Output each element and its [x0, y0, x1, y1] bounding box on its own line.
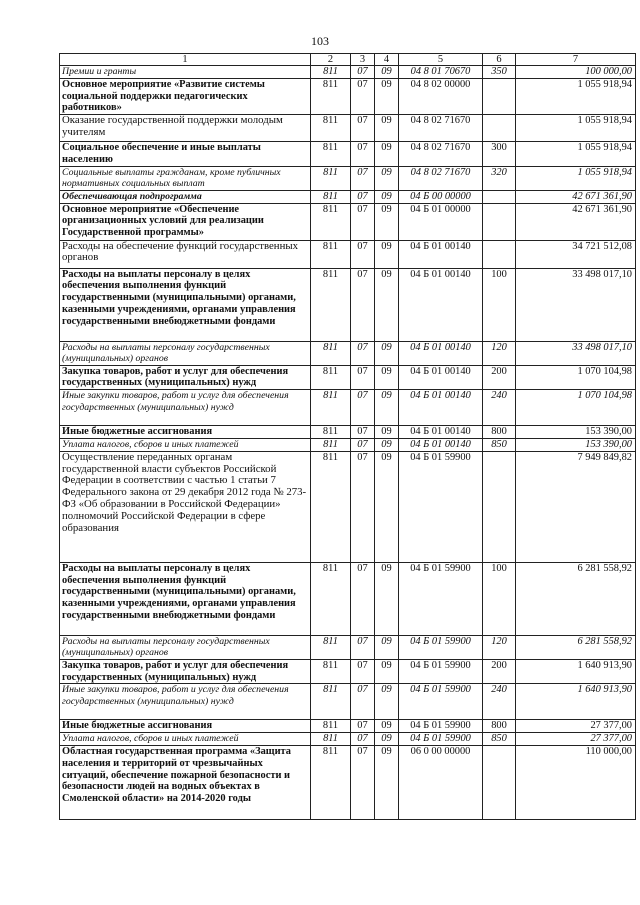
- section-code-cell: 07: [351, 268, 375, 341]
- section-code-cell: 07: [351, 635, 375, 659]
- subsection-code-cell: 09: [375, 142, 399, 167]
- page-number: 103: [311, 34, 329, 48]
- amount-cell: 1 070 104,98: [516, 365, 636, 390]
- section-code-cell: 07: [351, 733, 375, 746]
- ministry-code-cell: 811: [311, 203, 351, 240]
- table-row: [60, 745, 636, 819]
- ministry-code-cell: 811: [311, 66, 351, 79]
- amount-cell: 1 055 918,94: [516, 166, 636, 190]
- table-row: [60, 426, 636, 439]
- target-article-cell: 04 Б 01 00000: [399, 203, 483, 240]
- target-article-cell: 06 0 00 00000: [399, 745, 483, 819]
- section-code-cell: 07: [351, 203, 375, 240]
- row-name-cell: Иные закупки товаров, работ и услуг для обеспечения государственных (муниципальных) нужд: [60, 684, 311, 720]
- expense-type-cell: 100: [483, 562, 516, 635]
- header-cell: 5: [399, 54, 483, 66]
- ministry-code-cell: 811: [311, 720, 351, 733]
- amount-cell: 1 640 913,90: [516, 684, 636, 720]
- subsection-code-cell: 09: [375, 190, 399, 203]
- header-cell: 2: [311, 54, 351, 66]
- amount-cell: 1 070 104,98: [516, 390, 636, 426]
- subsection-code-cell: 09: [375, 635, 399, 659]
- row-name-cell: Премии и гранты: [60, 66, 311, 79]
- expense-type-cell: [483, 203, 516, 240]
- target-article-cell: 04 Б 01 00140: [399, 341, 483, 365]
- row-name-cell: Оказание государственной поддержки молодым учителям: [60, 115, 311, 142]
- ministry-code-cell: 811: [311, 166, 351, 190]
- table-row: [60, 562, 636, 635]
- amount-cell: 33 498 017,10: [516, 268, 636, 341]
- table-row: [60, 365, 636, 390]
- expense-type-cell: [483, 745, 516, 819]
- header-cell: 3: [351, 54, 375, 66]
- section-code-cell: 07: [351, 66, 375, 79]
- subsection-code-cell: 09: [375, 78, 399, 114]
- ministry-code-cell: 811: [311, 635, 351, 659]
- table-row: [60, 115, 636, 142]
- expense-type-cell: 200: [483, 659, 516, 684]
- expense-type-cell: [483, 78, 516, 114]
- row-name-cell: Расходы на обеспечение функций государственных органов: [60, 240, 311, 268]
- row-name-cell: Иные закупки товаров, работ и услуг для обеспечения государственных (муниципальных) нужд: [60, 390, 311, 426]
- subsection-code-cell: 09: [375, 268, 399, 341]
- ministry-code-cell: 811: [311, 240, 351, 268]
- row-name-cell: Иные бюджетные ассигнования: [60, 426, 311, 439]
- row-name-cell: Осуществление переданных органам государственной власти субъектов Российской Федерации в соответствии с частью 1 статьи 7 Федерального закона от 29 декабря 2012 года № 273-ФЗ «Об образовании в Российской Федерации» полномочий Российской Федерации в сфере образования: [60, 451, 311, 562]
- expense-type-cell: 850: [483, 438, 516, 451]
- ministry-code-cell: 811: [311, 659, 351, 684]
- ministry-code-cell: 811: [311, 438, 351, 451]
- ministry-code-cell: 811: [311, 745, 351, 819]
- amount-cell: 42 671 361,90: [516, 203, 636, 240]
- table-row: [60, 142, 636, 167]
- table-row: [60, 341, 636, 365]
- expense-type-cell: [483, 115, 516, 142]
- target-article-cell: 04 8 02 00000: [399, 78, 483, 114]
- section-code-cell: 07: [351, 115, 375, 142]
- target-article-cell: 04 Б 01 00140: [399, 268, 483, 341]
- row-name-cell: Областная государственная программа «Защита населения и территорий от чрезвычайных ситуаций, обеспечение пожарной безопасности и безопасности людей на водных объектах в Смоленской области» на 2014-2020 годы: [60, 745, 311, 819]
- subsection-code-cell: 09: [375, 365, 399, 390]
- section-code-cell: 07: [351, 451, 375, 562]
- table-row: [60, 438, 636, 451]
- expense-type-cell: 240: [483, 684, 516, 720]
- subsection-code-cell: 09: [375, 341, 399, 365]
- expense-type-cell: 120: [483, 635, 516, 659]
- subsection-code-cell: 09: [375, 745, 399, 819]
- expense-type-cell: 800: [483, 720, 516, 733]
- table-row: [60, 390, 636, 426]
- target-article-cell: 04 Б 00 00000: [399, 190, 483, 203]
- subsection-code-cell: 09: [375, 426, 399, 439]
- expense-type-cell: 300: [483, 142, 516, 167]
- subsection-code-cell: 09: [375, 240, 399, 268]
- target-article-cell: 04 Б 01 00140: [399, 390, 483, 426]
- table-row: [60, 451, 636, 562]
- row-name-cell: Расходы на выплаты персоналу государственных (муниципальных) органов: [60, 635, 311, 659]
- subsection-code-cell: 09: [375, 166, 399, 190]
- section-code-cell: 07: [351, 426, 375, 439]
- subsection-code-cell: 09: [375, 720, 399, 733]
- section-code-cell: 07: [351, 438, 375, 451]
- section-code-cell: 07: [351, 390, 375, 426]
- amount-cell: 42 671 361,90: [516, 190, 636, 203]
- amount-cell: 153 390,00: [516, 426, 636, 439]
- header-cell: 1: [60, 54, 311, 66]
- row-name-cell: Расходы на выплаты персоналу в целях обеспечения выполнения функций государственными (муниципальными) органами, казенными учреждениями, органами управления государственными внебюджетными фондами: [60, 562, 311, 635]
- target-article-cell: 04 Б 01 59900: [399, 451, 483, 562]
- table-row: [60, 635, 636, 659]
- target-article-cell: 04 Б 01 00140: [399, 426, 483, 439]
- expense-type-cell: 320: [483, 166, 516, 190]
- ministry-code-cell: 811: [311, 451, 351, 562]
- target-article-cell: 04 Б 01 59900: [399, 562, 483, 635]
- amount-cell: 110 000,00: [516, 745, 636, 819]
- table-row: [60, 720, 636, 733]
- ministry-code-cell: 811: [311, 78, 351, 114]
- row-name-cell: Расходы на выплаты персоналу государственных (муниципальных) органов: [60, 341, 311, 365]
- amount-cell: 1 055 918,94: [516, 78, 636, 114]
- row-name-cell: Расходы на выплаты персоналу в целях обеспечения выполнения функций государственными (муниципальными) органами, казенными учреждениями, органами управления государственными внебюджетными фондами: [60, 268, 311, 341]
- target-article-cell: 04 Б 01 59900: [399, 733, 483, 746]
- row-name-cell: Закупка товаров, работ и услуг для обеспечения государственных (муниципальных) нужд: [60, 365, 311, 390]
- row-name-cell: Основное мероприятие «Развитие системы социальной поддержки педагогических работников»: [60, 78, 311, 114]
- expense-type-cell: 800: [483, 426, 516, 439]
- header-row: [60, 54, 636, 66]
- row-name-cell: Основное мероприятие «Обеспечение организационных условий для реализации Государственной программы»: [60, 203, 311, 240]
- ministry-code-cell: 811: [311, 142, 351, 167]
- section-code-cell: 07: [351, 720, 375, 733]
- section-code-cell: 07: [351, 142, 375, 167]
- section-code-cell: 07: [351, 684, 375, 720]
- target-article-cell: 04 Б 01 00140: [399, 240, 483, 268]
- expense-type-cell: [483, 190, 516, 203]
- section-code-cell: 07: [351, 562, 375, 635]
- subsection-code-cell: 09: [375, 733, 399, 746]
- ministry-code-cell: 811: [311, 426, 351, 439]
- table-row: [60, 66, 636, 79]
- amount-cell: 1 640 913,90: [516, 659, 636, 684]
- section-code-cell: 07: [351, 659, 375, 684]
- target-article-cell: 04 8 02 71670: [399, 166, 483, 190]
- target-article-cell: 04 Б 01 59900: [399, 659, 483, 684]
- row-name-cell: Обеспечивающая подпрограмма: [60, 190, 311, 203]
- amount-cell: 6 281 558,92: [516, 635, 636, 659]
- amount-cell: 1 055 918,94: [516, 115, 636, 142]
- table-row: [60, 78, 636, 114]
- ministry-code-cell: 811: [311, 115, 351, 142]
- header-cell: 7: [516, 54, 636, 66]
- row-name-cell: Закупка товаров, работ и услуг для обеспечения государственных (муниципальных) нужд: [60, 659, 311, 684]
- section-code-cell: 07: [351, 745, 375, 819]
- section-code-cell: 07: [351, 240, 375, 268]
- amount-cell: 6 281 558,92: [516, 562, 636, 635]
- subsection-code-cell: 09: [375, 438, 399, 451]
- table-row: [60, 203, 636, 240]
- row-name-cell: Иные бюджетные ассигнования: [60, 720, 311, 733]
- section-code-cell: 07: [351, 190, 375, 203]
- row-name-cell: Социальные выплаты гражданам, кроме публичных нормативных социальных выплат: [60, 166, 311, 190]
- subsection-code-cell: 09: [375, 66, 399, 79]
- target-article-cell: 04 Б 01 00140: [399, 365, 483, 390]
- row-name-cell: Социальное обеспечение и иные выплаты населению: [60, 142, 311, 167]
- target-article-cell: 04 Б 01 59900: [399, 684, 483, 720]
- ministry-code-cell: 811: [311, 365, 351, 390]
- target-article-cell: 04 Б 01 59900: [399, 720, 483, 733]
- expense-type-cell: 350: [483, 66, 516, 79]
- ministry-code-cell: 811: [311, 562, 351, 635]
- budget-table: [59, 53, 636, 820]
- target-article-cell: 04 8 02 71670: [399, 115, 483, 142]
- amount-cell: 34 721 512,08: [516, 240, 636, 268]
- expense-type-cell: 100: [483, 268, 516, 341]
- target-article-cell: 04 Б 01 00140: [399, 438, 483, 451]
- expense-type-cell: 850: [483, 733, 516, 746]
- subsection-code-cell: 09: [375, 390, 399, 426]
- table-row: [60, 659, 636, 684]
- table-row: [60, 733, 636, 746]
- amount-cell: 33 498 017,10: [516, 341, 636, 365]
- table-row: [60, 166, 636, 190]
- subsection-code-cell: 09: [375, 115, 399, 142]
- expense-type-cell: [483, 451, 516, 562]
- expense-type-cell: 120: [483, 341, 516, 365]
- ministry-code-cell: 811: [311, 190, 351, 203]
- target-article-cell: 04 8 01 70670: [399, 66, 483, 79]
- expense-type-cell: 240: [483, 390, 516, 426]
- ministry-code-cell: 811: [311, 390, 351, 426]
- subsection-code-cell: 09: [375, 684, 399, 720]
- section-code-cell: 07: [351, 166, 375, 190]
- row-name-cell: Уплата налогов, сборов и иных платежей: [60, 438, 311, 451]
- amount-cell: 1 055 918,94: [516, 142, 636, 167]
- row-name-cell: Уплата налогов, сборов и иных платежей: [60, 733, 311, 746]
- section-code-cell: 07: [351, 365, 375, 390]
- amount-cell: 27 377,00: [516, 720, 636, 733]
- amount-cell: 153 390,00: [516, 438, 636, 451]
- subsection-code-cell: 09: [375, 203, 399, 240]
- subsection-code-cell: 09: [375, 562, 399, 635]
- ministry-code-cell: 811: [311, 268, 351, 341]
- amount-cell: 27 377,00: [516, 733, 636, 746]
- amount-cell: 7 949 849,82: [516, 451, 636, 562]
- section-code-cell: 07: [351, 341, 375, 365]
- amount-cell: 100 000,00: [516, 66, 636, 79]
- header-cell: 6: [483, 54, 516, 66]
- expense-type-cell: [483, 240, 516, 268]
- header-cell: 4: [375, 54, 399, 66]
- expense-type-cell: 200: [483, 365, 516, 390]
- section-code-cell: 07: [351, 78, 375, 114]
- ministry-code-cell: 811: [311, 684, 351, 720]
- ministry-code-cell: 811: [311, 733, 351, 746]
- ministry-code-cell: 811: [311, 341, 351, 365]
- subsection-code-cell: 09: [375, 451, 399, 562]
- target-article-cell: 04 8 02 71670: [399, 142, 483, 167]
- table-row: [60, 240, 636, 268]
- target-article-cell: 04 Б 01 59900: [399, 635, 483, 659]
- subsection-code-cell: 09: [375, 659, 399, 684]
- table-row: [60, 190, 636, 203]
- table-row: [60, 684, 636, 720]
- table-row: [60, 268, 636, 341]
